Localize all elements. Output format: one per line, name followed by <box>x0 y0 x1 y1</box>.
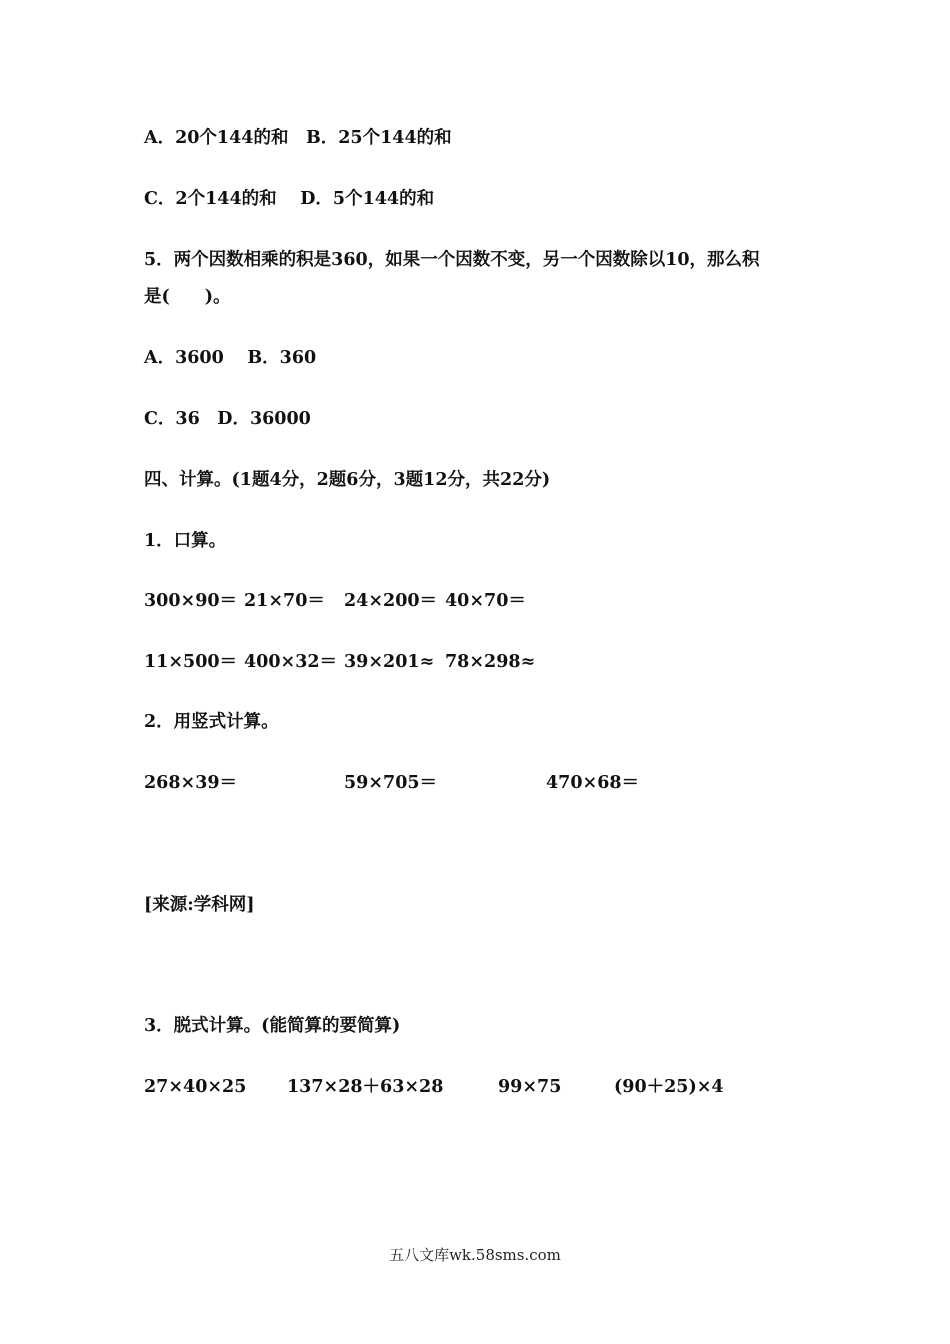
mental-calc-item: 40×70＝ <box>445 591 526 611</box>
mental-calc-item: 21×70＝ <box>244 591 325 611</box>
mental-calc-item: 400×32＝ <box>244 652 338 672</box>
page-footer: 五八文库wk.58sms.com <box>389 1246 561 1264</box>
vertical-calc-item: 470×68＝ <box>546 773 640 793</box>
part-1-title: 1．口算。 <box>144 531 227 551</box>
source-note: [来源:学科网] <box>144 895 255 915</box>
part-3-title: 3．脱式计算。(能简算的要简算) <box>144 1016 401 1036</box>
mental-calc-item: 24×200＝ <box>344 591 438 611</box>
q4-options-row-2: C．2个144的和 D．5个144的和 <box>144 189 435 209</box>
mental-calc-item: 300×90＝ <box>144 591 238 611</box>
q4-options-row-1: A．20个144的和 B．25个144的和 <box>144 128 452 148</box>
stepwise-calc-item: 27×40×25 <box>144 1077 247 1097</box>
vertical-calc-item: 268×39＝ <box>144 773 238 793</box>
mental-calc-item: 39×201≈ <box>344 652 435 672</box>
section-4-heading: 四、计算。(1题4分，2题6分，3题12分，共22分) <box>144 470 551 490</box>
q5-stem-line-1: 5．两个因数相乘的积是360，如果一个因数不变，另一个因数除以10，那么积 <box>144 250 760 270</box>
q5-options-row-1: A．3600 B．360 <box>144 348 317 368</box>
stepwise-calc-item: (90＋25)×4 <box>614 1077 724 1097</box>
vertical-calc-item: 59×705＝ <box>344 773 438 793</box>
stepwise-calc-item: 99×75 <box>498 1077 562 1097</box>
stepwise-calc-item: 137×28＋63×28 <box>287 1077 444 1097</box>
mental-calc-item: 11×500＝ <box>144 652 238 672</box>
q5-options-row-2: C．36 D．36000 <box>144 409 311 429</box>
q5-stem-line-2: 是( )。 <box>144 287 231 307</box>
mental-calc-item: 78×298≈ <box>445 652 536 672</box>
part-2-title: 2．用竖式计算。 <box>144 712 279 732</box>
